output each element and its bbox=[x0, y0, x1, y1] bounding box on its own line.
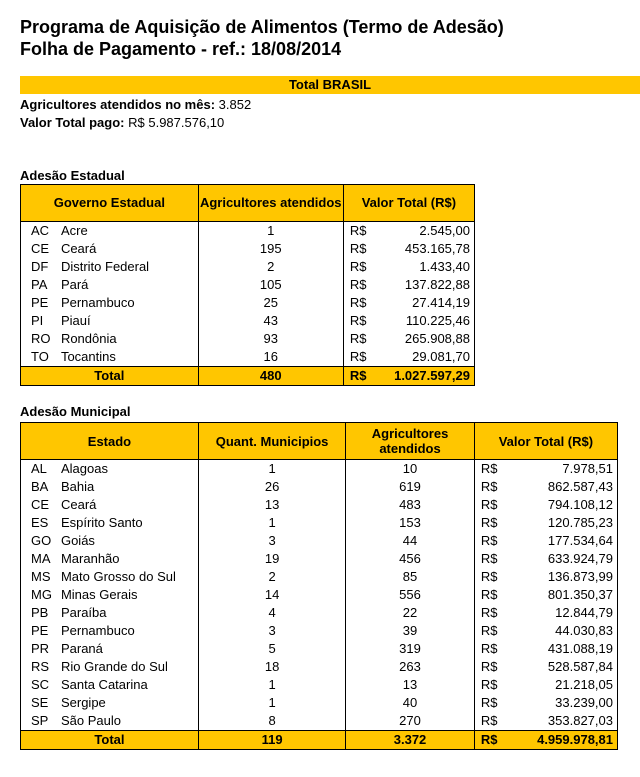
table-row bbox=[21, 276, 475, 294]
municipios-cell: 1 bbox=[198, 460, 345, 479]
col-header-quant-municipios: Quant. Municipios bbox=[198, 423, 345, 460]
currency-cell: R$ bbox=[474, 586, 506, 604]
table-row bbox=[21, 622, 618, 640]
uf-cell: TO bbox=[21, 348, 55, 367]
total-paid-label: Valor Total pago: bbox=[20, 115, 125, 130]
municipios-cell: 2 bbox=[198, 568, 345, 586]
table-row bbox=[21, 348, 475, 367]
name-cell: Santa Catarina bbox=[55, 676, 198, 694]
section-title-municipal: Adesão Municipal bbox=[20, 404, 131, 419]
municipios-cell: 1 bbox=[198, 514, 345, 532]
uf-cell: CE bbox=[21, 240, 55, 258]
name-cell: São Paulo bbox=[55, 712, 198, 731]
municipios-cell: 26 bbox=[198, 478, 345, 496]
valor-cell: 862.587,43 bbox=[507, 478, 618, 496]
name-cell: Pernambuco bbox=[55, 622, 198, 640]
agricultores-cell: 1 bbox=[198, 222, 343, 241]
table-row bbox=[21, 496, 618, 514]
uf-cell: CE bbox=[21, 496, 55, 514]
agricultores-cell: 22 bbox=[346, 604, 475, 622]
currency-cell: R$ bbox=[343, 222, 375, 241]
valor-cell: 7.978,51 bbox=[507, 460, 618, 479]
agricultores-cell: 105 bbox=[198, 276, 343, 294]
municipios-cell: 1 bbox=[198, 694, 345, 712]
valor-cell: 21.218,05 bbox=[507, 676, 618, 694]
valor-cell: 33.239,00 bbox=[507, 694, 618, 712]
valor-cell: 136.873,99 bbox=[507, 568, 618, 586]
valor-cell: 453.165,78 bbox=[376, 240, 475, 258]
currency-cell: R$ bbox=[474, 640, 506, 658]
currency-cell: R$ bbox=[474, 622, 506, 640]
table-row bbox=[21, 586, 618, 604]
total-municipios: 119 bbox=[198, 731, 345, 750]
valor-cell: 12.844,79 bbox=[507, 604, 618, 622]
table-row bbox=[21, 568, 618, 586]
agricultores-cell: 195 bbox=[198, 240, 343, 258]
name-cell: Goiás bbox=[55, 532, 198, 550]
municipios-cell: 3 bbox=[198, 532, 345, 550]
page-title: Programa de Aquisição de Alimentos (Termo de Adesão) bbox=[20, 17, 504, 37]
name-cell: Rio Grande do Sul bbox=[55, 658, 198, 676]
uf-cell: PE bbox=[21, 622, 55, 640]
total-paid-summary bbox=[20, 115, 224, 130]
municipios-cell: 14 bbox=[198, 586, 345, 604]
uf-cell: PE bbox=[21, 294, 55, 312]
valor-cell: 110.225,46 bbox=[376, 312, 475, 330]
valor-cell: 177.534,64 bbox=[507, 532, 618, 550]
table-row bbox=[21, 258, 475, 276]
name-cell: Pernambuco bbox=[55, 294, 198, 312]
name-cell: Paraíba bbox=[55, 604, 198, 622]
municipios-cell: 1 bbox=[198, 676, 345, 694]
col-header-valor: Valor Total (R$) bbox=[474, 423, 617, 460]
valor-cell: 137.822,88 bbox=[376, 276, 475, 294]
name-cell: Pará bbox=[55, 276, 198, 294]
currency-cell: R$ bbox=[474, 460, 506, 479]
valor-cell: 2.545,00 bbox=[376, 222, 475, 241]
agricultores-cell: 556 bbox=[346, 586, 475, 604]
total-valor: 4.959.978,81 bbox=[507, 731, 618, 750]
name-cell: Alagoas bbox=[55, 460, 198, 479]
valor-cell: 27.414,19 bbox=[376, 294, 475, 312]
agricultores-cell: 619 bbox=[346, 478, 475, 496]
total-agricultores: 3.372 bbox=[346, 731, 475, 750]
agricultores-cell: 270 bbox=[346, 712, 475, 731]
valor-cell: 794.108,12 bbox=[507, 496, 618, 514]
table-row bbox=[21, 330, 475, 348]
currency-cell: R$ bbox=[474, 532, 506, 550]
uf-cell: RO bbox=[21, 330, 55, 348]
table-row bbox=[21, 240, 475, 258]
name-cell: Paraná bbox=[55, 640, 198, 658]
agricultores-cell: 85 bbox=[346, 568, 475, 586]
currency-cell: R$ bbox=[474, 496, 506, 514]
total-label: Total bbox=[21, 367, 199, 386]
total-row bbox=[21, 731, 618, 750]
table-row bbox=[21, 658, 618, 676]
table-row bbox=[21, 460, 618, 479]
uf-cell: SE bbox=[21, 694, 55, 712]
municipios-cell: 19 bbox=[198, 550, 345, 568]
uf-cell: AC bbox=[21, 222, 55, 241]
table-row bbox=[21, 514, 618, 532]
name-cell: Espírito Santo bbox=[55, 514, 198, 532]
name-cell: Tocantins bbox=[55, 348, 198, 367]
valor-cell: 29.081,70 bbox=[376, 348, 475, 367]
table-row bbox=[21, 222, 475, 241]
uf-cell: SC bbox=[21, 676, 55, 694]
valor-cell: 1.433,40 bbox=[376, 258, 475, 276]
total-label: Total bbox=[21, 731, 199, 750]
name-cell: Sergipe bbox=[55, 694, 198, 712]
table-row bbox=[21, 550, 618, 568]
total-brasil-banner: Total BRASIL bbox=[20, 76, 640, 94]
uf-cell: ES bbox=[21, 514, 55, 532]
currency-cell: R$ bbox=[343, 240, 375, 258]
municipal-table-body bbox=[21, 460, 618, 750]
agricultores-cell: 40 bbox=[346, 694, 475, 712]
currency-cell: R$ bbox=[474, 514, 506, 532]
name-cell: Distrito Federal bbox=[55, 258, 198, 276]
valor-cell: 120.785,23 bbox=[507, 514, 618, 532]
uf-cell: MA bbox=[21, 550, 55, 568]
currency-cell: R$ bbox=[474, 712, 506, 731]
agricultores-cell: 39 bbox=[346, 622, 475, 640]
agricultores-cell: 263 bbox=[346, 658, 475, 676]
name-cell: Minas Gerais bbox=[55, 586, 198, 604]
agricultores-cell: 44 bbox=[346, 532, 475, 550]
col-header-agricultores: Agricultores atendidos bbox=[346, 423, 475, 460]
total-row bbox=[21, 367, 475, 386]
valor-cell: 431.088,19 bbox=[507, 640, 618, 658]
name-cell: Bahia bbox=[55, 478, 198, 496]
table-row bbox=[21, 712, 618, 731]
name-cell: Ceará bbox=[55, 496, 198, 514]
uf-cell: RS bbox=[21, 658, 55, 676]
municipios-cell: 5 bbox=[198, 640, 345, 658]
name-cell: Acre bbox=[55, 222, 198, 241]
municipios-cell: 4 bbox=[198, 604, 345, 622]
col-header-valor: Valor Total (R$) bbox=[343, 185, 474, 222]
agricultores-cell: 43 bbox=[198, 312, 343, 330]
table-row bbox=[21, 532, 618, 550]
currency-cell: R$ bbox=[474, 731, 506, 750]
uf-cell: MG bbox=[21, 586, 55, 604]
valor-cell: 633.924,79 bbox=[507, 550, 618, 568]
page-subtitle: Folha de Pagamento - ref.: 18/08/2014 bbox=[20, 39, 342, 59]
col-header-agricultores: Agricultores atendidos bbox=[198, 185, 343, 222]
uf-cell: SP bbox=[21, 712, 55, 731]
municipios-cell: 13 bbox=[198, 496, 345, 514]
name-cell: Piauí bbox=[55, 312, 198, 330]
uf-cell: PA bbox=[21, 276, 55, 294]
uf-cell: AL bbox=[21, 460, 55, 479]
agricultores-cell: 456 bbox=[346, 550, 475, 568]
valor-cell: 44.030,83 bbox=[507, 622, 618, 640]
currency-cell: R$ bbox=[343, 312, 375, 330]
name-cell: Maranhão bbox=[55, 550, 198, 568]
table-row bbox=[21, 294, 475, 312]
municipios-cell: 18 bbox=[198, 658, 345, 676]
estadual-table-body bbox=[21, 222, 475, 386]
valor-cell: 528.587,84 bbox=[507, 658, 618, 676]
name-cell: Mato Grosso do Sul bbox=[55, 568, 198, 586]
municipal-table bbox=[20, 422, 618, 750]
agricultores-cell: 25 bbox=[198, 294, 343, 312]
currency-cell: R$ bbox=[474, 658, 506, 676]
agricultores-cell: 93 bbox=[198, 330, 343, 348]
agricultores-cell: 10 bbox=[346, 460, 475, 479]
table-row bbox=[21, 604, 618, 622]
estadual-table bbox=[20, 184, 475, 386]
agricultores-cell: 13 bbox=[346, 676, 475, 694]
total-agricultores: 480 bbox=[198, 367, 343, 386]
agricultores-cell: 2 bbox=[198, 258, 343, 276]
total-valor: 1.027.597,29 bbox=[376, 367, 475, 386]
table-row bbox=[21, 694, 618, 712]
currency-cell: R$ bbox=[474, 604, 506, 622]
agricultores-cell: 16 bbox=[198, 348, 343, 367]
agricultores-cell: 483 bbox=[346, 496, 475, 514]
municipios-cell: 8 bbox=[198, 712, 345, 731]
name-cell: Ceará bbox=[55, 240, 198, 258]
section-title-estadual: Adesão Estadual bbox=[20, 168, 125, 183]
currency-cell: R$ bbox=[343, 294, 375, 312]
table-row bbox=[21, 478, 618, 496]
currency-cell: R$ bbox=[474, 694, 506, 712]
uf-cell: BA bbox=[21, 478, 55, 496]
uf-cell: PR bbox=[21, 640, 55, 658]
municipios-cell: 3 bbox=[198, 622, 345, 640]
col-header-estado: Estado bbox=[21, 423, 199, 460]
table-row bbox=[21, 676, 618, 694]
uf-cell: GO bbox=[21, 532, 55, 550]
table-row bbox=[21, 312, 475, 330]
name-cell: Rondônia bbox=[55, 330, 198, 348]
currency-cell: R$ bbox=[343, 258, 375, 276]
currency-cell: R$ bbox=[343, 367, 375, 386]
valor-cell: 801.350,37 bbox=[507, 586, 618, 604]
total-paid-value: R$ 5.987.576,10 bbox=[128, 115, 225, 130]
farmers-summary bbox=[20, 97, 251, 112]
currency-cell: R$ bbox=[343, 276, 375, 294]
currency-cell: R$ bbox=[474, 550, 506, 568]
farmers-summary-value: 3.852 bbox=[218, 97, 252, 112]
uf-cell: PB bbox=[21, 604, 55, 622]
table-row bbox=[21, 640, 618, 658]
currency-cell: R$ bbox=[474, 568, 506, 586]
uf-cell: DF bbox=[21, 258, 55, 276]
agricultores-cell: 319 bbox=[346, 640, 475, 658]
currency-cell: R$ bbox=[474, 478, 506, 496]
uf-cell: PI bbox=[21, 312, 55, 330]
currency-cell: R$ bbox=[474, 676, 506, 694]
currency-cell: R$ bbox=[343, 348, 375, 367]
valor-cell: 353.827,03 bbox=[507, 712, 618, 731]
agricultores-cell: 153 bbox=[346, 514, 475, 532]
col-header-governo: Governo Estadual bbox=[21, 185, 199, 222]
currency-cell: R$ bbox=[343, 330, 375, 348]
valor-cell: 265.908,88 bbox=[376, 330, 475, 348]
uf-cell: MS bbox=[21, 568, 55, 586]
farmers-summary-label: Agricultores atendidos no mês: bbox=[20, 97, 216, 112]
